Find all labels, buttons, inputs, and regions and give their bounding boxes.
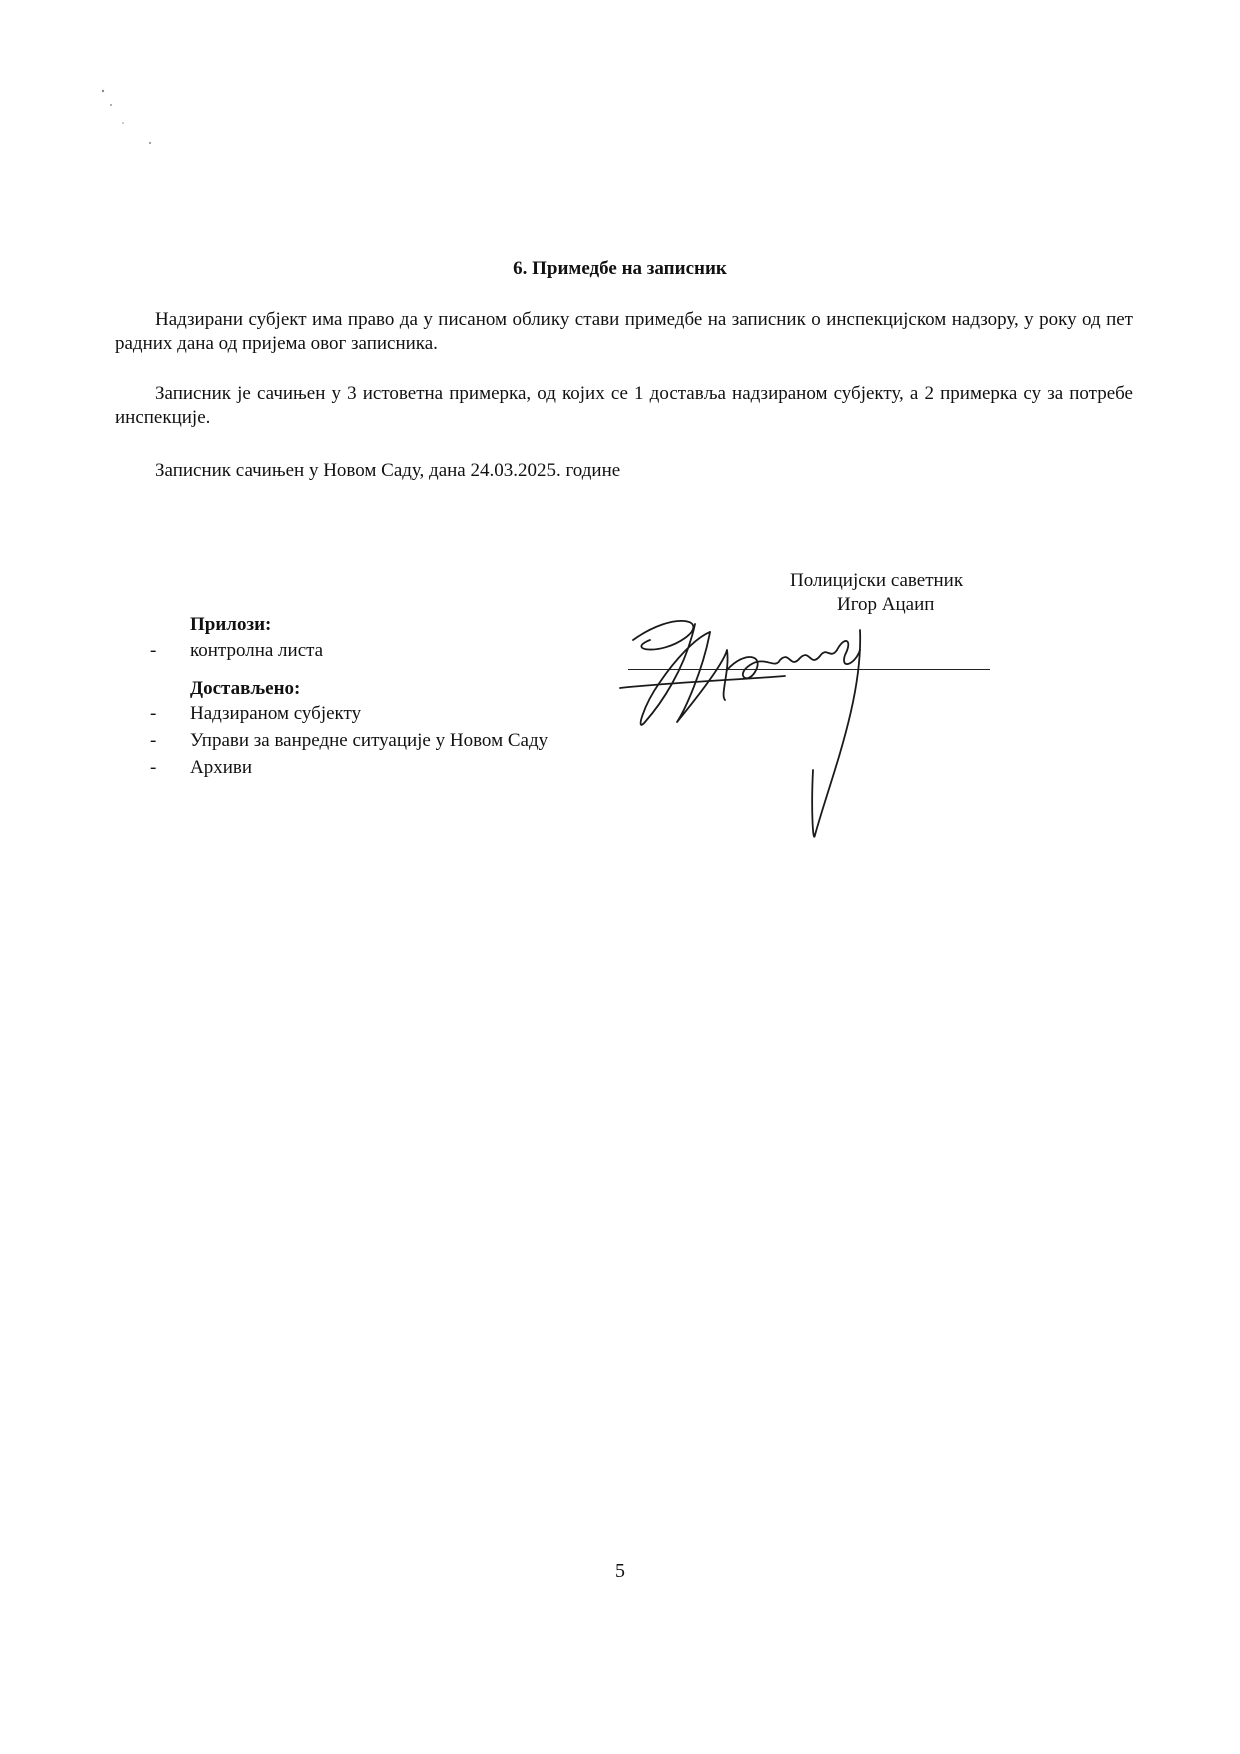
list-dash: - [150,640,157,661]
delivered-item [150,757,252,779]
signatory-title: Полицијски саветник [790,570,964,591]
delivered-item [150,730,548,752]
objection-rights-paragraph: Надзирани субјект има право да у писаном облику стави примедбе на записник о инспекцијском надзору, у року од пет радних дана од пријема овог записника. [115,309,1133,354]
scan-specks [95,85,165,155]
handwritten-signature [615,610,955,850]
list-dash: - [150,730,157,751]
signatory-name: Игор Ацаип [837,594,935,615]
list-dash: - [150,703,157,724]
delivered-item-text: Надзираном субјекту [190,703,362,724]
delivered-item-text: Управи за ванредне ситуације у Новом Саду [190,730,549,751]
page-number: 5 [615,1560,625,1582]
attachments-label: Прилози: [190,614,272,635]
list-dash: - [150,757,157,778]
place-date-line: Записник сачињен у Новом Саду, дана 24.03.2025. године [155,460,621,481]
attachment-item-text: контролна листа [190,640,324,661]
delivered-label: Достављено: [190,678,301,699]
attachment-item [150,640,323,662]
delivered-item [150,703,361,725]
copies-paragraph: Записник је сачињен у 3 истоветна примерка, од којих се 1 доставља надзираном субјекту, а 2 примерка су за потребе инспекције. [115,383,1133,428]
section-heading: 6. Примедбе на записник [513,258,727,279]
delivered-item-text: Архиви [190,757,253,778]
